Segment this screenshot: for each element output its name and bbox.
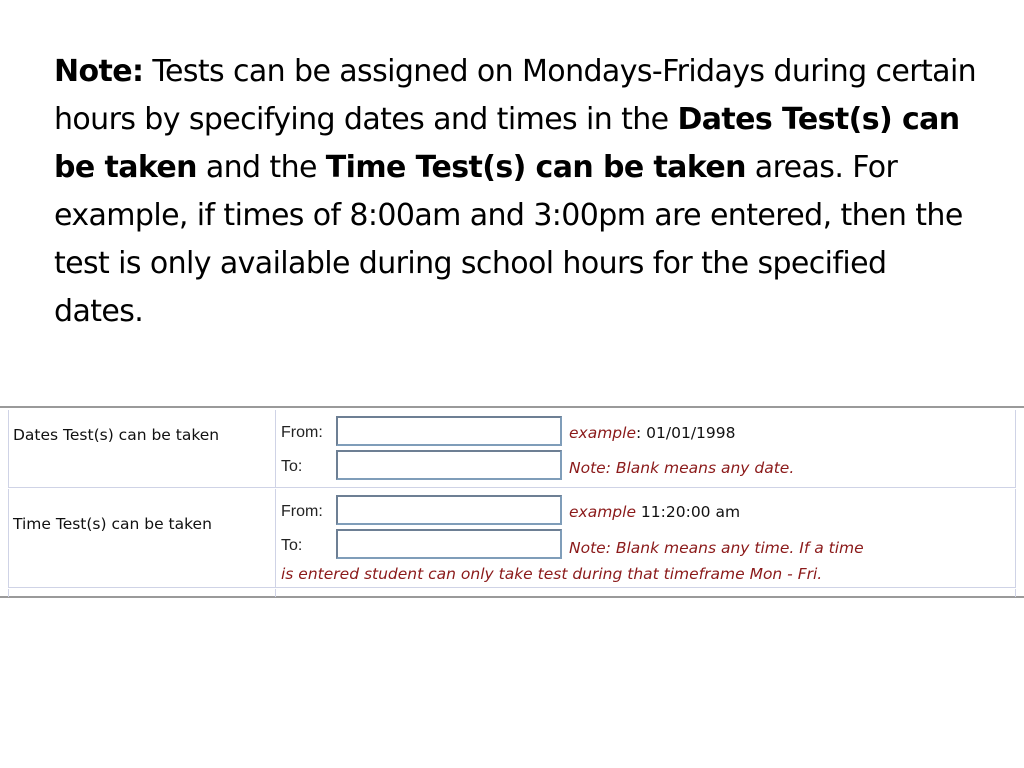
times-example [569, 503, 740, 521]
note-text-3: areas. For example, if times of 8:00am and 3:00pm are entered, then the test is only available during school hours for the specified dates. [54, 150, 963, 329]
times-to-label: To: [281, 537, 303, 554]
next-row-partial [8, 589, 1016, 597]
times-blank-note-line2: is entered student can only take test during that timeframe Mon - Fri. [281, 565, 823, 583]
dates-from-input[interactable] [336, 416, 562, 446]
times-to-input[interactable] [336, 529, 562, 559]
note-bold-time: Time Test(s) can be taken [325, 150, 746, 185]
dates-example [569, 424, 736, 442]
column-divider [275, 589, 276, 597]
note-text-1: Tests can be assigned on Mondays-Fridays during certain hours by specifying dates and times in the [54, 54, 977, 137]
column-divider [275, 489, 276, 587]
times-example-value: 11:20:00 am [636, 503, 741, 521]
note-text-2: and the [196, 150, 326, 185]
dates-example-word: example [569, 424, 636, 442]
times-from-label: From: [281, 503, 323, 520]
dates-row-label: Dates Test(s) can be taken [13, 426, 220, 444]
dates-from-label: From: [281, 424, 323, 441]
note-paragraph [54, 48, 984, 336]
note-lead: Note: [54, 54, 144, 89]
dates-to-input[interactable] [336, 450, 562, 480]
column-divider [275, 410, 276, 487]
times-from-input[interactable] [336, 495, 562, 525]
dates-row [8, 410, 1016, 488]
dates-blank-note: Note: Blank means any date. [569, 459, 795, 477]
test-schedule-form [0, 406, 1024, 598]
times-blank-note-line1: Note: Blank means any time. If a time [569, 539, 864, 557]
dates-to-label: To: [281, 458, 303, 475]
times-row-label: Time Test(s) can be taken [13, 515, 212, 533]
times-row [8, 489, 1016, 588]
dates-example-value: : 01/01/1998 [636, 424, 736, 442]
note-bold-dates: Dates Test(s) can be taken [54, 102, 960, 185]
times-example-word: example [569, 503, 636, 521]
